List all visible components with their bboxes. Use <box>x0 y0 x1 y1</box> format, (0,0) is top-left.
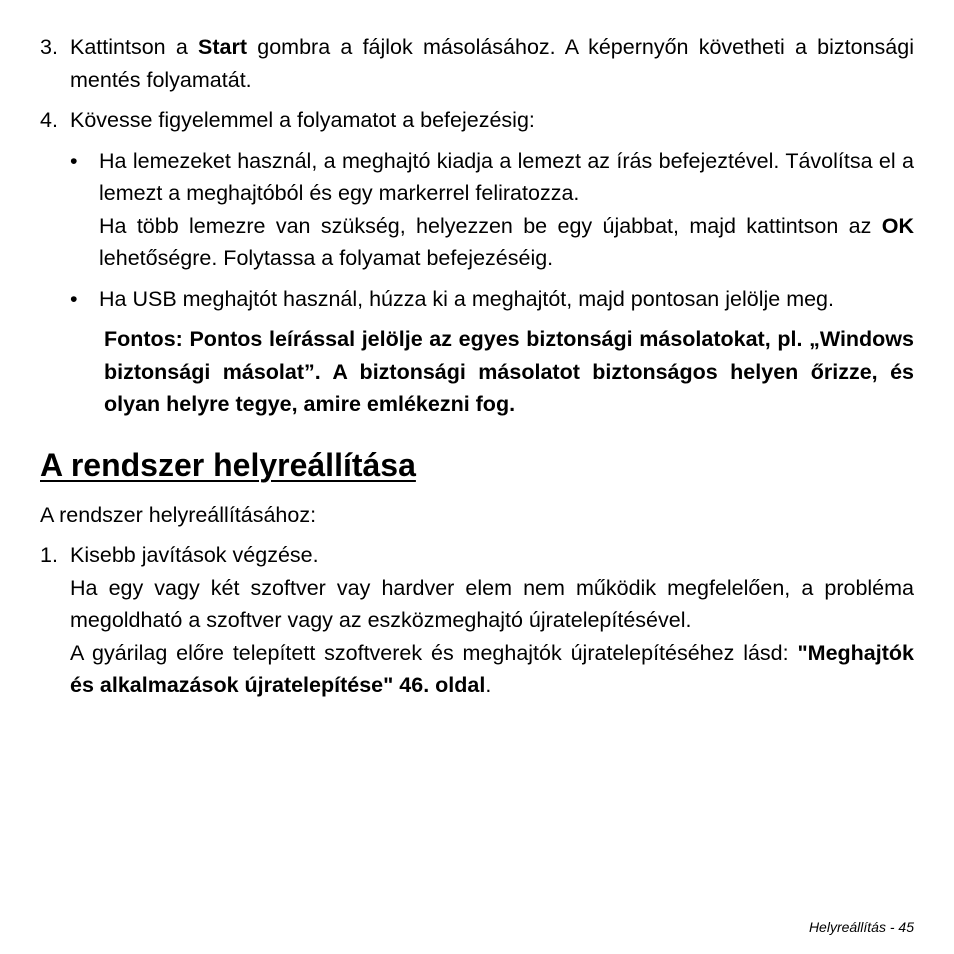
step-number: 3. <box>40 35 58 59</box>
step-1-para2: A gyárilag előre telepített szoftverek és meghajtók újratelepítéséhez lásd: "Meghajtók és alkalmazások újratelepítése" 46. oldal. <box>70 640 914 697</box>
page-number: 45 <box>898 919 914 935</box>
intro-text: A rendszer helyreállításához: <box>40 502 317 527</box>
disc-more-text: Ha több lemezre van szükség, helyezzen be egy újabbat, majd kattintson az OK lehetőségre. Folytassa a folyamat befejezéséig. <box>99 213 914 270</box>
step-4 <box>40 104 914 137</box>
document-page <box>40 31 914 702</box>
cross-reference-link[interactable]: "Meghajtók és alkalmazások újratelepítése" 46. oldal <box>70 640 914 697</box>
step-4-text: Kövesse figyelemmel a folyamatot a befejezésig: <box>70 108 535 132</box>
step-1-para1: Ha egy vagy két szoftver vay hardver elem nem működik megfelelően, a probléma megoldható a szoftver vagy az eszközmeghajtó újratelepítésével. <box>70 575 914 632</box>
step-number: 1. <box>40 543 58 567</box>
start-button-ref: Start <box>198 35 248 59</box>
usb-text: Ha USB meghajtót használ, húzza ki a meghajtót, majd pontosan jelölje meg. <box>99 286 834 311</box>
step-number: 4. <box>40 108 58 132</box>
step-3-text: Kattintson a Start gombra a fájlok másolásához. A képernyőn követheti a biztonsági mentés folyamatát. <box>70 35 914 92</box>
ok-button-ref: OK <box>881 213 914 238</box>
page-footer <box>809 918 914 936</box>
bullet-icon: • <box>70 148 78 173</box>
step-1 <box>40 539 914 702</box>
bullet-icon: • <box>70 286 78 311</box>
list-item <box>70 145 914 275</box>
footer-section: Helyreállítás - <box>808 919 895 935</box>
list-item <box>70 283 914 316</box>
step-3 <box>40 31 914 96</box>
section-heading: A rendszer helyreállítása <box>40 446 416 483</box>
step-1-title: Kisebb javítások végzése. <box>70 543 319 567</box>
bullet-list <box>70 145 914 316</box>
important-note: Fontos: Pontos leírással jelölje az egyes biztonsági másolatokat, pl. „Windows biztonsági másolat”. A biztonsági másolatot biztonságos helyen őrizze, és olyan helyre tegye, amire emlékezni fog. <box>104 327 914 416</box>
disc-text: Ha lemezeket használ, a meghajtó kiadja a lemezt az írás befejeztével. Távolítsa el a lemezt a meghajtóból és egy markerrel feliratozza. <box>99 148 914 205</box>
